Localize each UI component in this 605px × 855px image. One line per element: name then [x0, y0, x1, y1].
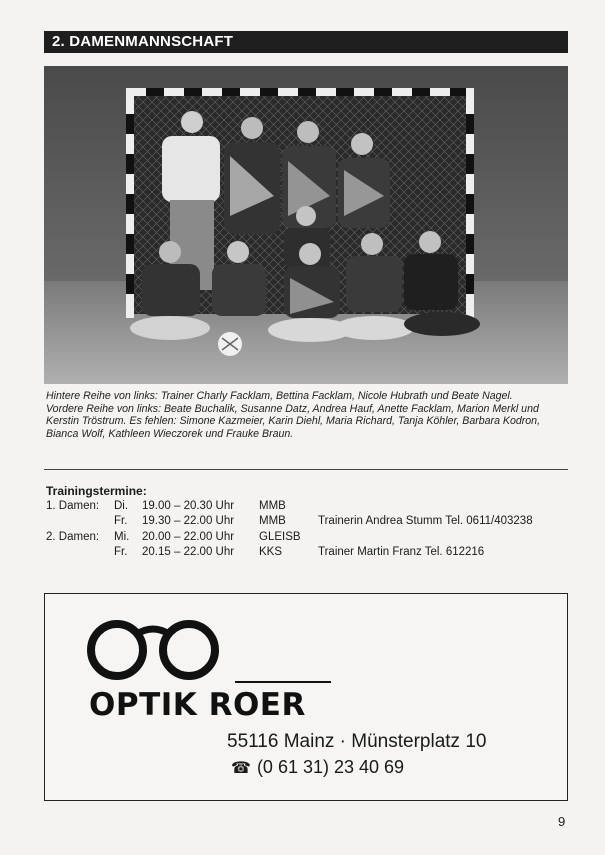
training-day: Fr.	[114, 545, 128, 558]
brand-name: OPTIK ROER	[89, 687, 306, 723]
training-team: 1. Damen:	[46, 500, 100, 513]
shop-phone	[231, 757, 404, 778]
training-place: GLEISB	[259, 530, 301, 543]
telephone-icon: ☎	[231, 760, 251, 777]
training-day: Di.	[114, 500, 129, 513]
brand-rule	[235, 681, 331, 683]
training-day: Mi.	[114, 530, 130, 543]
training-title: Trainingstermine:	[46, 484, 147, 498]
page-number: 9	[558, 814, 566, 829]
training-time: 19.00 – 20.30 Uhr	[142, 500, 235, 513]
caption-front-row: Vordere Reihe von links: Beate Buchalik, Susanne Datz, Andrea Hauf, Anette Facklam, Marion Merkl und Kerstin Tröstrum. Es fehlen: Simone Kazmeier, Karin Diehl, Maria Richard, Tanja Köhler, Barbara Kodron, Bianca Wolf, Kathleen Wieczorek und Frauke Braun.	[46, 402, 541, 440]
team-photo	[44, 66, 568, 384]
training-place: MMB	[259, 500, 286, 513]
training-row	[46, 499, 570, 514]
photo-caption	[46, 390, 572, 440]
training-schedule	[46, 484, 570, 560]
training-row	[46, 545, 570, 560]
training-time: 20.00 – 22.00 Uhr	[142, 530, 235, 543]
training-team: 2. Damen:	[46, 530, 100, 543]
section-title: 2. DAMENMANNSCHAFT	[52, 33, 234, 50]
section-divider	[44, 469, 568, 470]
training-day: Fr.	[114, 515, 128, 528]
training-row	[46, 530, 570, 545]
training-time: 20.15 – 22.00 Uhr	[142, 545, 235, 558]
phone-number: (0 61 31) 23 40 69	[256, 757, 405, 777]
caption-back-row: Hintere Reihe von links: Trainer Charly Facklam, Bettina Facklam, Nicole Hubrath und Beate Nagel.	[46, 390, 513, 402]
optik-roer-advertisement	[44, 593, 568, 801]
training-row	[46, 514, 570, 529]
shop-address: 55116 Mainz · Münsterplatz 10	[227, 731, 487, 752]
team-photo-illustration	[44, 66, 568, 384]
glasses-icon	[85, 612, 225, 682]
training-time: 19.30 – 22.00 Uhr	[142, 515, 235, 528]
training-place: KKS	[259, 545, 283, 558]
section-header	[44, 31, 568, 53]
training-note: Trainer Martin Franz Tel. 612216	[318, 545, 485, 558]
training-note: Trainerin Andrea Stumm Tel. 0611/403238	[318, 515, 533, 528]
training-place: MMB	[259, 515, 286, 528]
